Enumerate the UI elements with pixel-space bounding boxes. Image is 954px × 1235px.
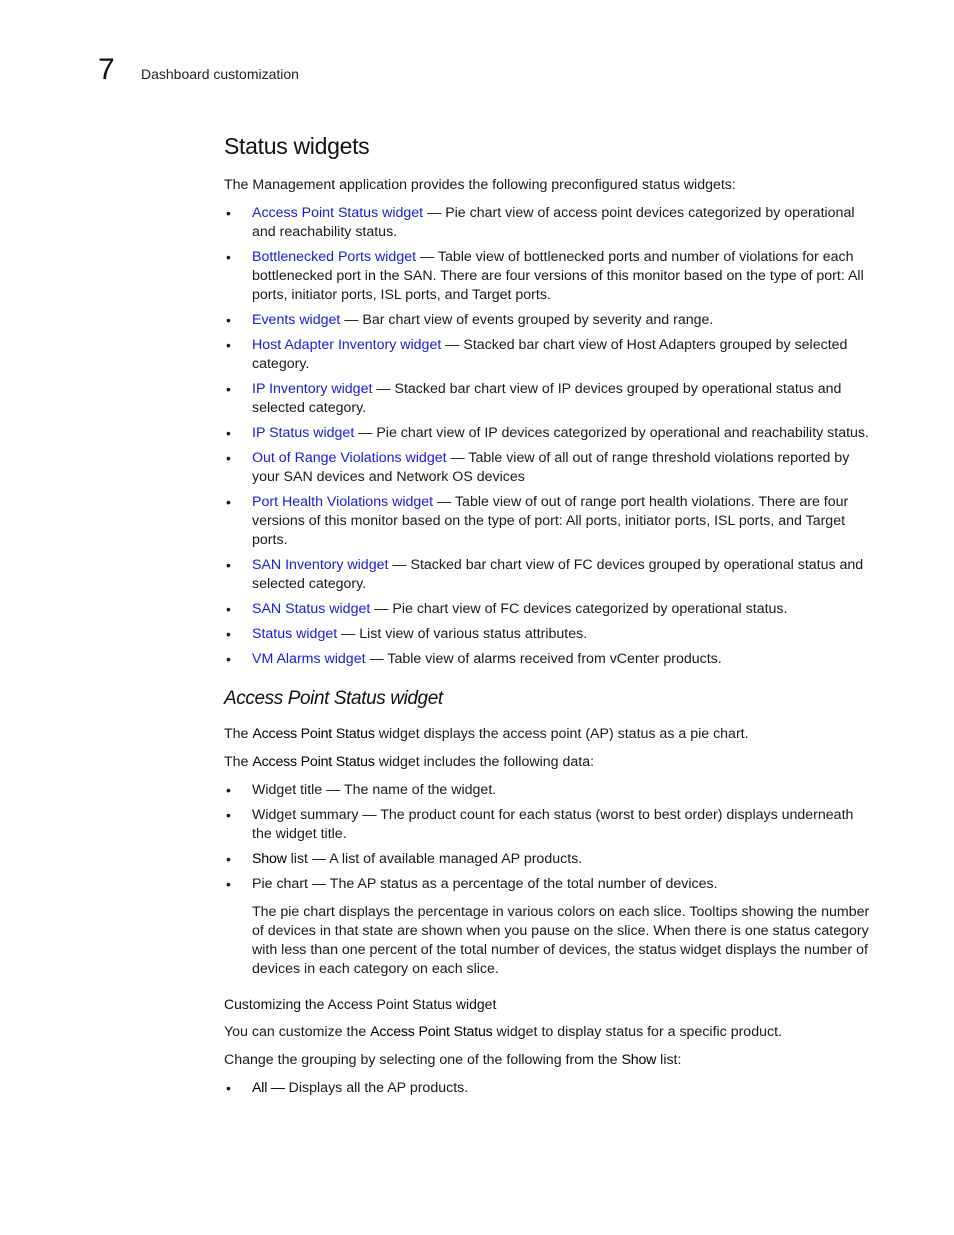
bullet-icon: • bbox=[226, 450, 231, 466]
bullet-icon: • bbox=[226, 249, 231, 265]
link-host-adapter-inventory-widget[interactable]: Host Adapter Inventory widget bbox=[252, 337, 442, 353]
item-desc: — Pie chart view of access point devices categorized by operational and reachability status. bbox=[252, 205, 855, 240]
bullet-icon: • bbox=[226, 851, 231, 867]
list-item bbox=[224, 625, 874, 644]
item-desc: — Table view of alarms received from vCenter products. bbox=[365, 651, 722, 667]
bullet-icon: • bbox=[226, 876, 231, 892]
bullet-icon: • bbox=[226, 312, 231, 328]
link-ip-status-widget[interactable]: IP Status widget bbox=[252, 425, 355, 441]
link-out-of-range-violations-widget[interactable]: Out of Range Violations widget bbox=[252, 450, 447, 466]
bold-term: Access Point Status bbox=[370, 1024, 493, 1040]
list-item bbox=[224, 449, 874, 487]
item-desc: — Table view of all out of range threshold violations reported by your SAN devices and Network OS devices bbox=[252, 450, 850, 485]
item-desc: — Pie chart view of IP devices categorized by operational and reachability status. bbox=[354, 425, 869, 441]
list-item: • Pie chart — The AP status as a percentage of the total number of devices. bbox=[226, 876, 718, 892]
widget-list bbox=[224, 204, 874, 669]
list-item: • Widget title — The name of the widget. bbox=[226, 782, 497, 798]
subsection-para-2: The Access Point Status widget includes the following data: bbox=[224, 754, 595, 770]
customizing-heading: Customizing the Access Point Status widget bbox=[224, 996, 497, 1012]
grouping-list bbox=[224, 1079, 874, 1098]
list-item bbox=[224, 493, 874, 550]
customize-para-1: You can customize the Access Point Status widget to display status for a specific product. bbox=[224, 1024, 782, 1040]
list-item bbox=[224, 424, 874, 443]
list-item: • All — Displays all the AP products. bbox=[226, 1080, 469, 1096]
widget-data-list bbox=[224, 781, 874, 894]
bold-term: Show bbox=[252, 851, 287, 867]
bold-term: Access Point Status bbox=[252, 726, 375, 742]
list-item bbox=[224, 556, 874, 594]
item-desc: — Stacked bar chart view of IP devices grouped by operational status and selected category. bbox=[252, 381, 842, 416]
customize-para-2: Change the grouping by selecting one of the following from the Show list: bbox=[224, 1052, 682, 1068]
bullet-icon: • bbox=[226, 425, 231, 441]
link-san-inventory-widget[interactable]: SAN Inventory widget bbox=[252, 557, 389, 573]
list-item bbox=[224, 650, 874, 669]
item-desc: — Table view of bottlenecked ports and number of violations for each bottlenecked port in the SAN. There are four versions of this monitor based on the type of port: All ports, initiator ports, ISL ports, and Target ports. bbox=[252, 249, 864, 303]
link-events-widget[interactable]: Events widget bbox=[252, 312, 341, 328]
bullet-icon: • bbox=[226, 205, 231, 221]
list-item bbox=[224, 600, 874, 619]
bullet-icon: • bbox=[226, 626, 231, 642]
bullet-icon: • bbox=[226, 782, 231, 798]
chapter-number: 7 bbox=[98, 53, 115, 86]
subsection-para-1: The Access Point Status widget displays the access point (AP) status as a pie chart. bbox=[224, 726, 749, 742]
item-desc: — Pie chart view of FC devices categorized by operational status. bbox=[370, 601, 788, 617]
bullet-icon: • bbox=[226, 557, 231, 573]
link-port-health-violations-widget[interactable]: Port Health Violations widget bbox=[252, 494, 434, 510]
section-title: Status widgets bbox=[224, 133, 370, 159]
bullet-icon: • bbox=[226, 601, 231, 617]
bullet-icon: • bbox=[226, 381, 231, 397]
subsection-title: Access Point Status widget bbox=[224, 688, 443, 709]
item-desc: — Stacked bar chart view of FC devices grouped by operational status and selected category. bbox=[252, 557, 864, 592]
list-item bbox=[224, 204, 874, 242]
bullet-icon: • bbox=[226, 1080, 231, 1096]
list-item: • Widget summary — The product count for each status (worst to best order) displays underneath the widget title. bbox=[226, 807, 854, 842]
item-desc: — Stacked bar chart view of Host Adapters grouped by selected category. bbox=[252, 337, 848, 372]
chapter-title: Dashboard customization bbox=[141, 66, 299, 82]
link-access-point-status-widget[interactable]: Access Point Status widget bbox=[252, 205, 424, 221]
section-intro: The Management application provides the following preconfigured status widgets: bbox=[224, 177, 736, 193]
bullet-icon: • bbox=[226, 807, 231, 823]
link-status-widget[interactable]: Status widget bbox=[252, 626, 338, 642]
pie-chart-note: The pie chart displays the percentage in various colors on each slice. Tooltips showing the number of devices in that state are shown when you pause on the slice. When there is one status category with less than one percent of the total number of devices, the status widget displays the number of devices in each category on each slice. bbox=[252, 904, 870, 977]
list-item bbox=[224, 336, 874, 374]
link-bottlenecked-ports-widget[interactable]: Bottlenecked Ports widget bbox=[252, 249, 417, 265]
list-item bbox=[224, 248, 874, 305]
bullet-icon: • bbox=[226, 651, 231, 667]
link-san-status-widget[interactable]: SAN Status widget bbox=[252, 601, 371, 617]
list-item: • Show list — A list of available managed AP products. bbox=[226, 851, 583, 867]
bullet-icon: • bbox=[226, 494, 231, 510]
page-content bbox=[224, 131, 874, 1104]
bullet-icon: • bbox=[226, 337, 231, 353]
list-item bbox=[224, 311, 874, 330]
bold-term: Access Point Status bbox=[252, 754, 375, 770]
link-ip-inventory-widget[interactable]: IP Inventory widget bbox=[252, 381, 373, 397]
list-item bbox=[224, 380, 874, 418]
item-desc: — Table view of out of range port health violations. There are four versions of this monitor based on the type of port: All ports, initiator ports, ISL ports, and Target ports. bbox=[252, 494, 849, 548]
item-desc: — List view of various status attributes. bbox=[337, 626, 588, 642]
item-desc: — Bar chart view of events grouped by severity and range. bbox=[340, 312, 714, 328]
bold-term: Show bbox=[621, 1052, 657, 1068]
link-vm-alarms-widget[interactable]: VM Alarms widget bbox=[252, 651, 366, 667]
bold-term: All — bbox=[252, 1080, 289, 1096]
